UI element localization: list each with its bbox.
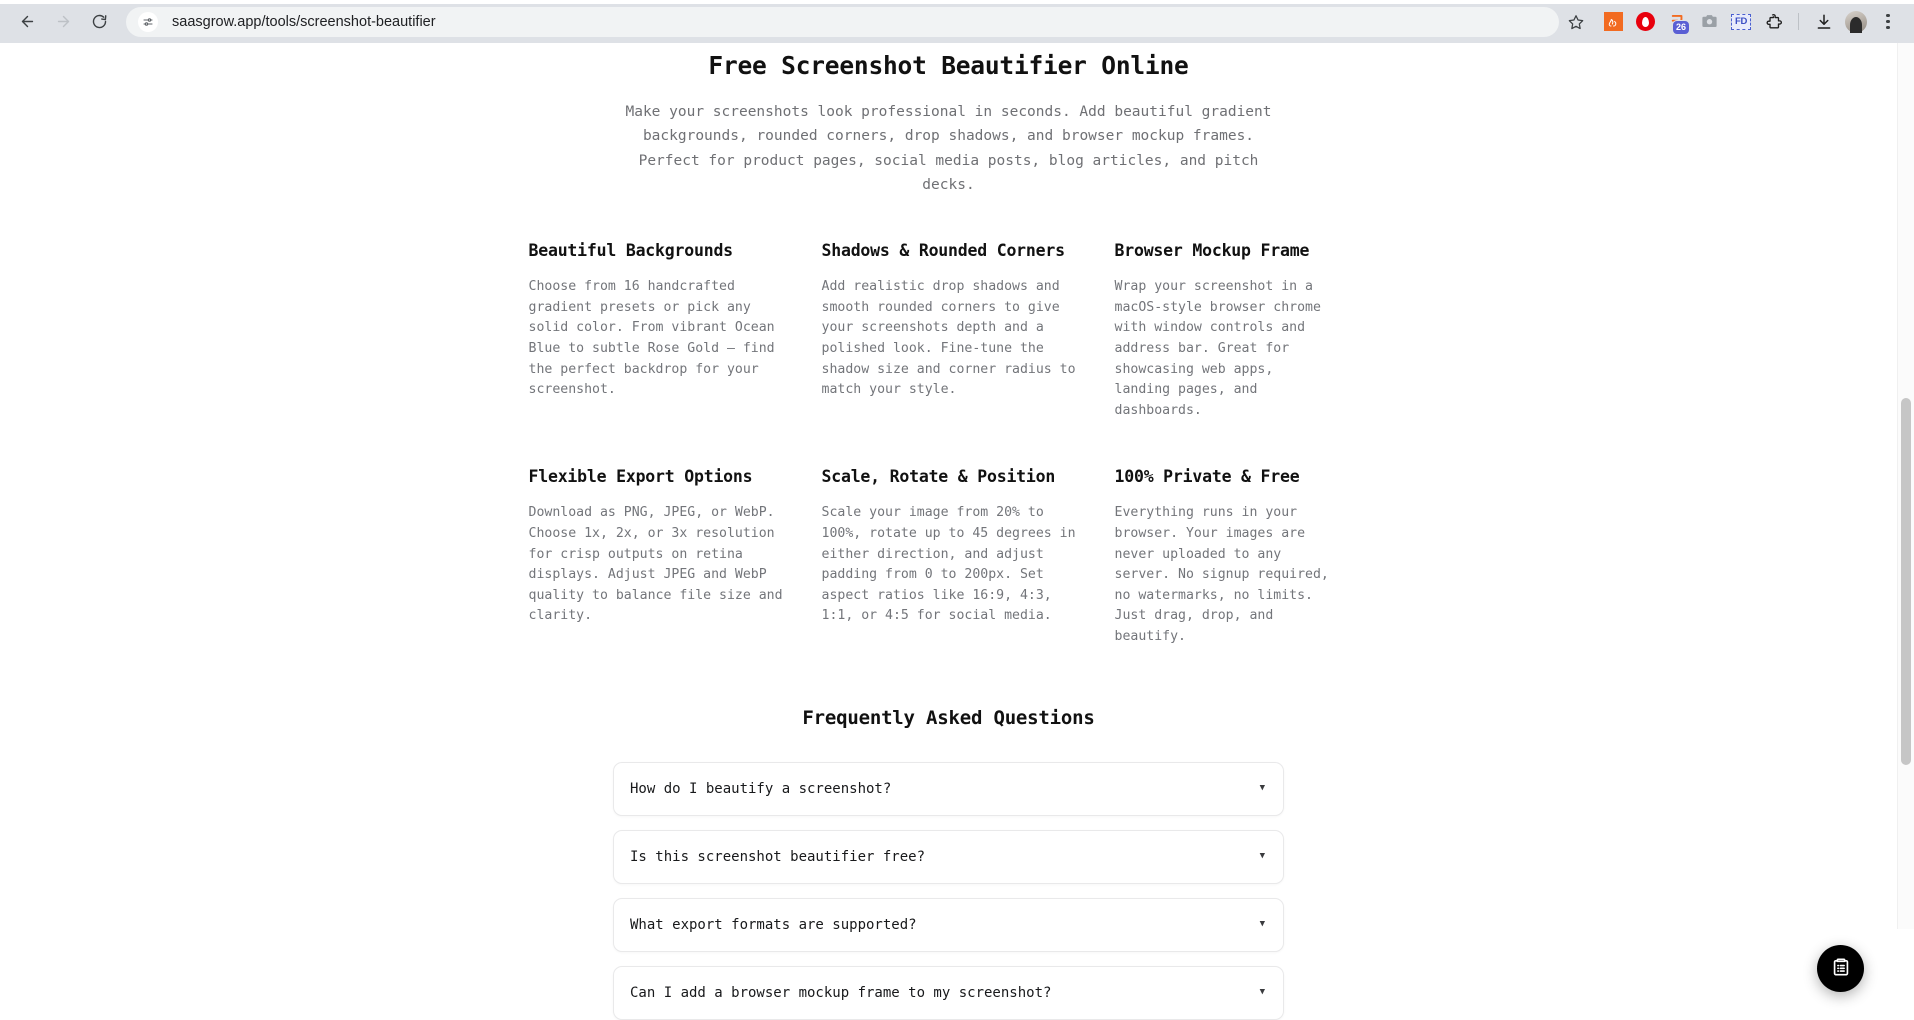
- opera-vpn-extension-icon[interactable]: [1631, 8, 1659, 36]
- extension-badge-count: 26: [1672, 20, 1690, 35]
- reload-button[interactable]: [84, 7, 114, 37]
- faq-heading: Frequently Asked Questions: [802, 706, 1095, 729]
- page-title: Free Screenshot Beautifier Online: [708, 51, 1189, 80]
- page-content: [0, 43, 1897, 1020]
- faq-accordion: [613, 762, 1284, 1020]
- chevron-down-icon[interactable]: ▼: [1259, 987, 1265, 997]
- feature-description: Everything runs in your browser. Your images are never uploaded to any server. No signup required, no watermarks, no limits. Just drag, drop, and beautify.: [1114, 505, 1329, 644]
- puzzle-extensions-icon[interactable]: [1759, 8, 1787, 36]
- feature-description: Download as PNG, JPEG, or WebP. Choose 1x, 2x, or 3x resolution for crisp outputs on retina displays. Adjust JPEG and WebP quality to balance file size and clarity.: [528, 505, 783, 624]
- downloads-button[interactable]: [1810, 8, 1838, 36]
- profile-button[interactable]: [1842, 8, 1870, 36]
- feature-description: Scale your image from 20% to 100%, rotate up to 45 degrees in either direction, and adjust padding from 0 to 200px. Set aspect ratios like 16:9, 4:3, 1:1, or 4:5 for social media.: [821, 505, 1076, 624]
- browser-toolbar: [0, 0, 1914, 43]
- feedback-clipboard-button[interactable]: [1817, 945, 1864, 992]
- chevron-down-icon[interactable]: ▼: [1259, 783, 1265, 793]
- address-bar[interactable]: [126, 7, 1559, 37]
- feature-title: Scale, Rotate & Position: [821, 467, 1056, 487]
- feature-title: Flexible Export Options: [528, 467, 753, 487]
- scrollbar-thumb[interactable]: [1901, 398, 1911, 765]
- chevron-down-icon[interactable]: ▼: [1259, 851, 1265, 861]
- faq-question: Is this screenshot beautifier free?: [630, 848, 926, 865]
- reload-icon: [91, 13, 108, 30]
- faq-question: What export formats are supported?: [630, 916, 917, 933]
- faq-item-export-formats[interactable]: [613, 898, 1284, 952]
- feature-card-shadows-rounded-corners: [822, 241, 1115, 421]
- feature-card-scale-rotate-position: [822, 467, 1115, 647]
- url-text: saasgrow.app/tools/screenshot-beautifier: [172, 13, 436, 30]
- feature-card-private-and-free: [1115, 467, 1369, 647]
- back-button[interactable]: [12, 7, 42, 37]
- clipboard-checklist-icon: [1830, 956, 1852, 982]
- bookmark-star-icon[interactable]: [1563, 9, 1589, 35]
- feature-title: Shadows & Rounded Corners: [821, 241, 1065, 261]
- feature-card-flexible-export-options: [529, 467, 822, 647]
- avatar: [1845, 11, 1867, 33]
- fd-font-detector-extension-icon[interactable]: [1727, 8, 1755, 36]
- feature-card-browser-mockup-frame: [1115, 241, 1369, 421]
- faq-item-how-do-i-beautify[interactable]: [613, 762, 1284, 816]
- feature-title: 100% Private & Free: [1114, 467, 1300, 487]
- clipboard-manager-extension-icon[interactable]: [1663, 8, 1691, 36]
- chrome-menu-button[interactable]: [1874, 8, 1902, 36]
- chevron-down-icon[interactable]: ▼: [1259, 919, 1265, 929]
- faq-question: Can I add a browser mockup frame to my screenshot?: [630, 984, 1052, 1001]
- forward-arrow-icon: [55, 13, 72, 30]
- page-subtitle: Make your screenshots look professional in seconds. Add beautiful gradient backgrounds, rounded corners, drop shadows, and browser mockup frames. Perfect for product pages, social media posts, blog articles, and pitch decks.: [625, 104, 1272, 193]
- extension-toolbar: [1599, 8, 1902, 36]
- screenshot-camera-extension-icon[interactable]: [1695, 8, 1723, 36]
- feature-description: Wrap your screenshot in a macOS-style browser chrome with window controls and address bar. Great for showcasing web apps, landing pages, and dashboards.: [1114, 279, 1321, 418]
- feature-title: Browser Mockup Frame: [1114, 241, 1310, 261]
- faq-question: How do I beautify a screenshot?: [630, 780, 892, 797]
- three-dot-menu-icon: [1886, 14, 1889, 29]
- page-viewport: [0, 43, 1914, 1001]
- honey-extension-icon[interactable]: [1599, 8, 1627, 36]
- fd-badge-label: FD: [1731, 14, 1750, 30]
- site-settings-icon[interactable]: [138, 12, 158, 32]
- feature-grid: [529, 241, 1369, 647]
- feature-card-beautiful-backgrounds: [529, 241, 822, 421]
- toolbar-divider: [1798, 13, 1799, 30]
- feature-description: Choose from 16 handcrafted gradient presets or pick any solid color. From vibrant Ocean Blue to subtle Rose Gold — find the perfect backdrop for your screenshot.: [528, 279, 775, 398]
- back-arrow-icon: [19, 13, 36, 30]
- forward-button[interactable]: [48, 7, 78, 37]
- feature-title: Beautiful Backgrounds: [528, 241, 733, 261]
- faq-item-is-it-free[interactable]: [613, 830, 1284, 884]
- page-scrollbar[interactable]: [1897, 43, 1914, 929]
- faq-item-browser-mockup-frame[interactable]: [613, 966, 1284, 1020]
- feature-description: Add realistic drop shadows and smooth rounded corners to give your screenshots depth and a polished look. Fine-tune the shadow size and corner radius to match your style.: [821, 279, 1076, 398]
